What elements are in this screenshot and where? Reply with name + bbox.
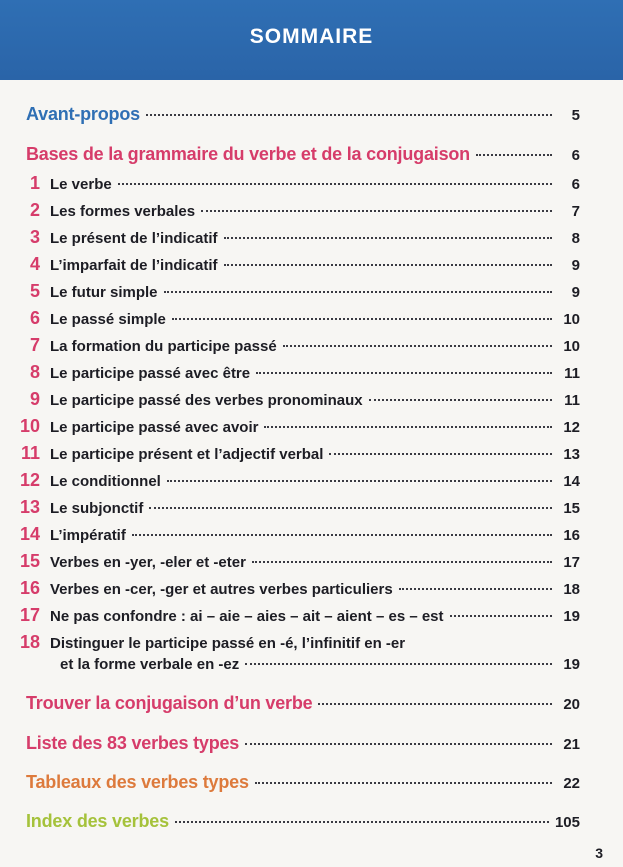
chapter-number: 14 [19,524,40,544]
toc-chapter-1[interactable] [16,173,580,194]
leader-dots [369,399,552,401]
chapter-label: Verbes en -cer, -ger et autres verbes particuliers [50,581,393,598]
chapter-label: Le participe passé des verbes pronominaux [50,392,363,409]
chapter-page: 13 [563,446,580,463]
chapter-page: 9 [571,284,580,301]
chapter-label: Ne pas confondre : ai – aie – aies – ait – aient – es – est [50,608,444,625]
chapter-number: 13 [19,497,40,517]
chapter-page: 9 [571,257,580,274]
toc-chapter-13[interactable] [16,497,580,518]
section-label: Trouver la conjugaison d’un verbe [26,693,313,713]
chapter-label: Le participe passé avec avoir [50,419,259,436]
toc-chapter-18[interactable] [16,632,580,653]
toc-section-bases[interactable] [26,144,580,165]
leader-dots [256,372,552,374]
leader-dots [149,507,552,509]
leader-dots [245,663,552,665]
leader-dots [175,821,549,823]
chapter-label: Le passé simple [50,311,166,328]
chapter-label-continuation: et la forme verbale en -ez [60,656,240,673]
leader-dots [224,264,552,266]
toc-chapter-12[interactable] [16,470,580,491]
toc-section-liste[interactable] [26,733,580,754]
leader-dots [252,561,552,563]
chapter-page: 12 [563,419,580,436]
toc-chapter-11[interactable] [16,443,580,464]
chapter-number: 8 [29,362,40,382]
leader-dots [164,291,552,293]
chapter-label: La formation du participe passé [50,338,277,355]
chapter-number: 12 [19,470,40,490]
toc-chapter-8[interactable] [16,362,580,383]
chapter-number: 10 [19,416,40,436]
chapter-page: 6 [571,176,580,193]
chapter-label: Le futur simple [50,284,158,301]
chapter-label: Le subjonctif [50,500,144,517]
toc-section-trouver[interactable] [26,693,580,714]
chapter-label: Le conditionnel [50,473,161,490]
toc-chapter-10[interactable] [16,416,580,437]
leader-dots [318,703,552,705]
section-page: 20 [563,696,580,713]
toc-chapter-4[interactable] [16,254,580,275]
chapter-page: 15 [563,500,580,517]
chapter-page: 19 [563,656,580,673]
chapter-page: 10 [563,311,580,328]
toc-chapter-17[interactable] [16,605,580,626]
toc-chapter-16[interactable] [16,578,580,599]
page-number: 3 [595,845,603,861]
chapter-page: 11 [564,365,580,382]
section-page: 21 [563,736,580,753]
chapter-label: Le participe présent et l’adjectif verbal [50,446,324,463]
chapter-number: 18 [19,632,40,652]
chapter-label: Distinguer le participe passé en -é, l’infinitif en -er [50,635,406,652]
section-label: Bases de la grammaire du verbe et de la conjugaison [26,144,470,164]
leader-dots [399,588,552,590]
chapter-number: 2 [29,200,40,220]
chapter-number: 11 [20,443,40,463]
chapter-page: 10 [563,338,580,355]
chapter-number: 15 [19,551,40,571]
leader-dots [245,743,552,745]
leader-dots [283,345,552,347]
toc-chapter-5[interactable] [16,281,580,302]
toc-chapter-2[interactable] [16,200,580,221]
toc-chapter-15[interactable] [16,551,580,572]
chapter-page: 14 [563,473,580,490]
toc-section-avant-propos[interactable] [26,104,580,125]
section-label: Avant-propos [26,104,140,124]
chapter-number: 7 [29,335,40,355]
section-page: 5 [571,107,580,124]
chapter-number: 3 [29,227,40,247]
toc-section-index[interactable] [26,811,580,832]
chapter-label: Les formes verbales [50,203,196,220]
section-page: 105 [554,814,580,831]
leader-dots [264,426,552,428]
leader-dots [329,453,552,455]
chapter-page: 11 [564,392,580,409]
leader-dots [201,210,552,212]
chapter-label: L’imparfait de l’indicatif [50,257,218,274]
chapter-number: 6 [29,308,40,328]
chapter-page: 17 [563,554,580,571]
chapter-number: 9 [29,389,40,409]
leader-dots [450,615,552,617]
section-page: 22 [563,775,580,792]
page-title: SOMMAIRE [249,25,374,48]
leader-dots [224,237,552,239]
toc-chapter-18-continuation[interactable] [60,656,580,673]
chapter-number: 1 [29,173,40,193]
leader-dots [118,183,552,185]
toc-chapter-6[interactable] [16,308,580,329]
chapter-label: Le présent de l’indicatif [50,230,218,247]
leader-dots [172,318,552,320]
chapter-page: 7 [571,203,580,220]
toc-section-tableaux[interactable] [26,772,580,793]
chapter-number: 5 [29,281,40,301]
chapter-number: 4 [29,254,40,274]
chapter-number: 16 [19,578,40,598]
chapter-label: Le verbe [50,176,112,193]
leader-dots [167,480,552,482]
section-page: 6 [571,147,580,164]
chapter-label: Verbes en -yer, -eler et -eter [50,554,246,571]
toc-chapter-7[interactable] [16,335,580,356]
leader-dots [476,154,552,156]
chapter-page: 16 [563,527,580,544]
leader-dots [255,782,552,784]
chapter-page: 18 [563,581,580,598]
chapter-page: 8 [571,230,580,247]
section-label: Liste des 83 verbes types [26,733,240,753]
leader-dots [146,114,552,116]
section-label: Tableaux des verbes types [26,772,249,792]
section-label: Index des verbes [26,811,169,831]
leader-dots [132,534,552,536]
toc-chapter-3[interactable] [16,227,580,248]
chapter-page: 19 [563,608,580,625]
chapter-label: Le participe passé avec être [50,365,251,382]
toc-chapter-14[interactable] [16,524,580,545]
chapter-number: 17 [19,605,40,625]
toc-chapter-9[interactable] [16,389,580,410]
chapter-label: L’impératif [50,527,126,544]
